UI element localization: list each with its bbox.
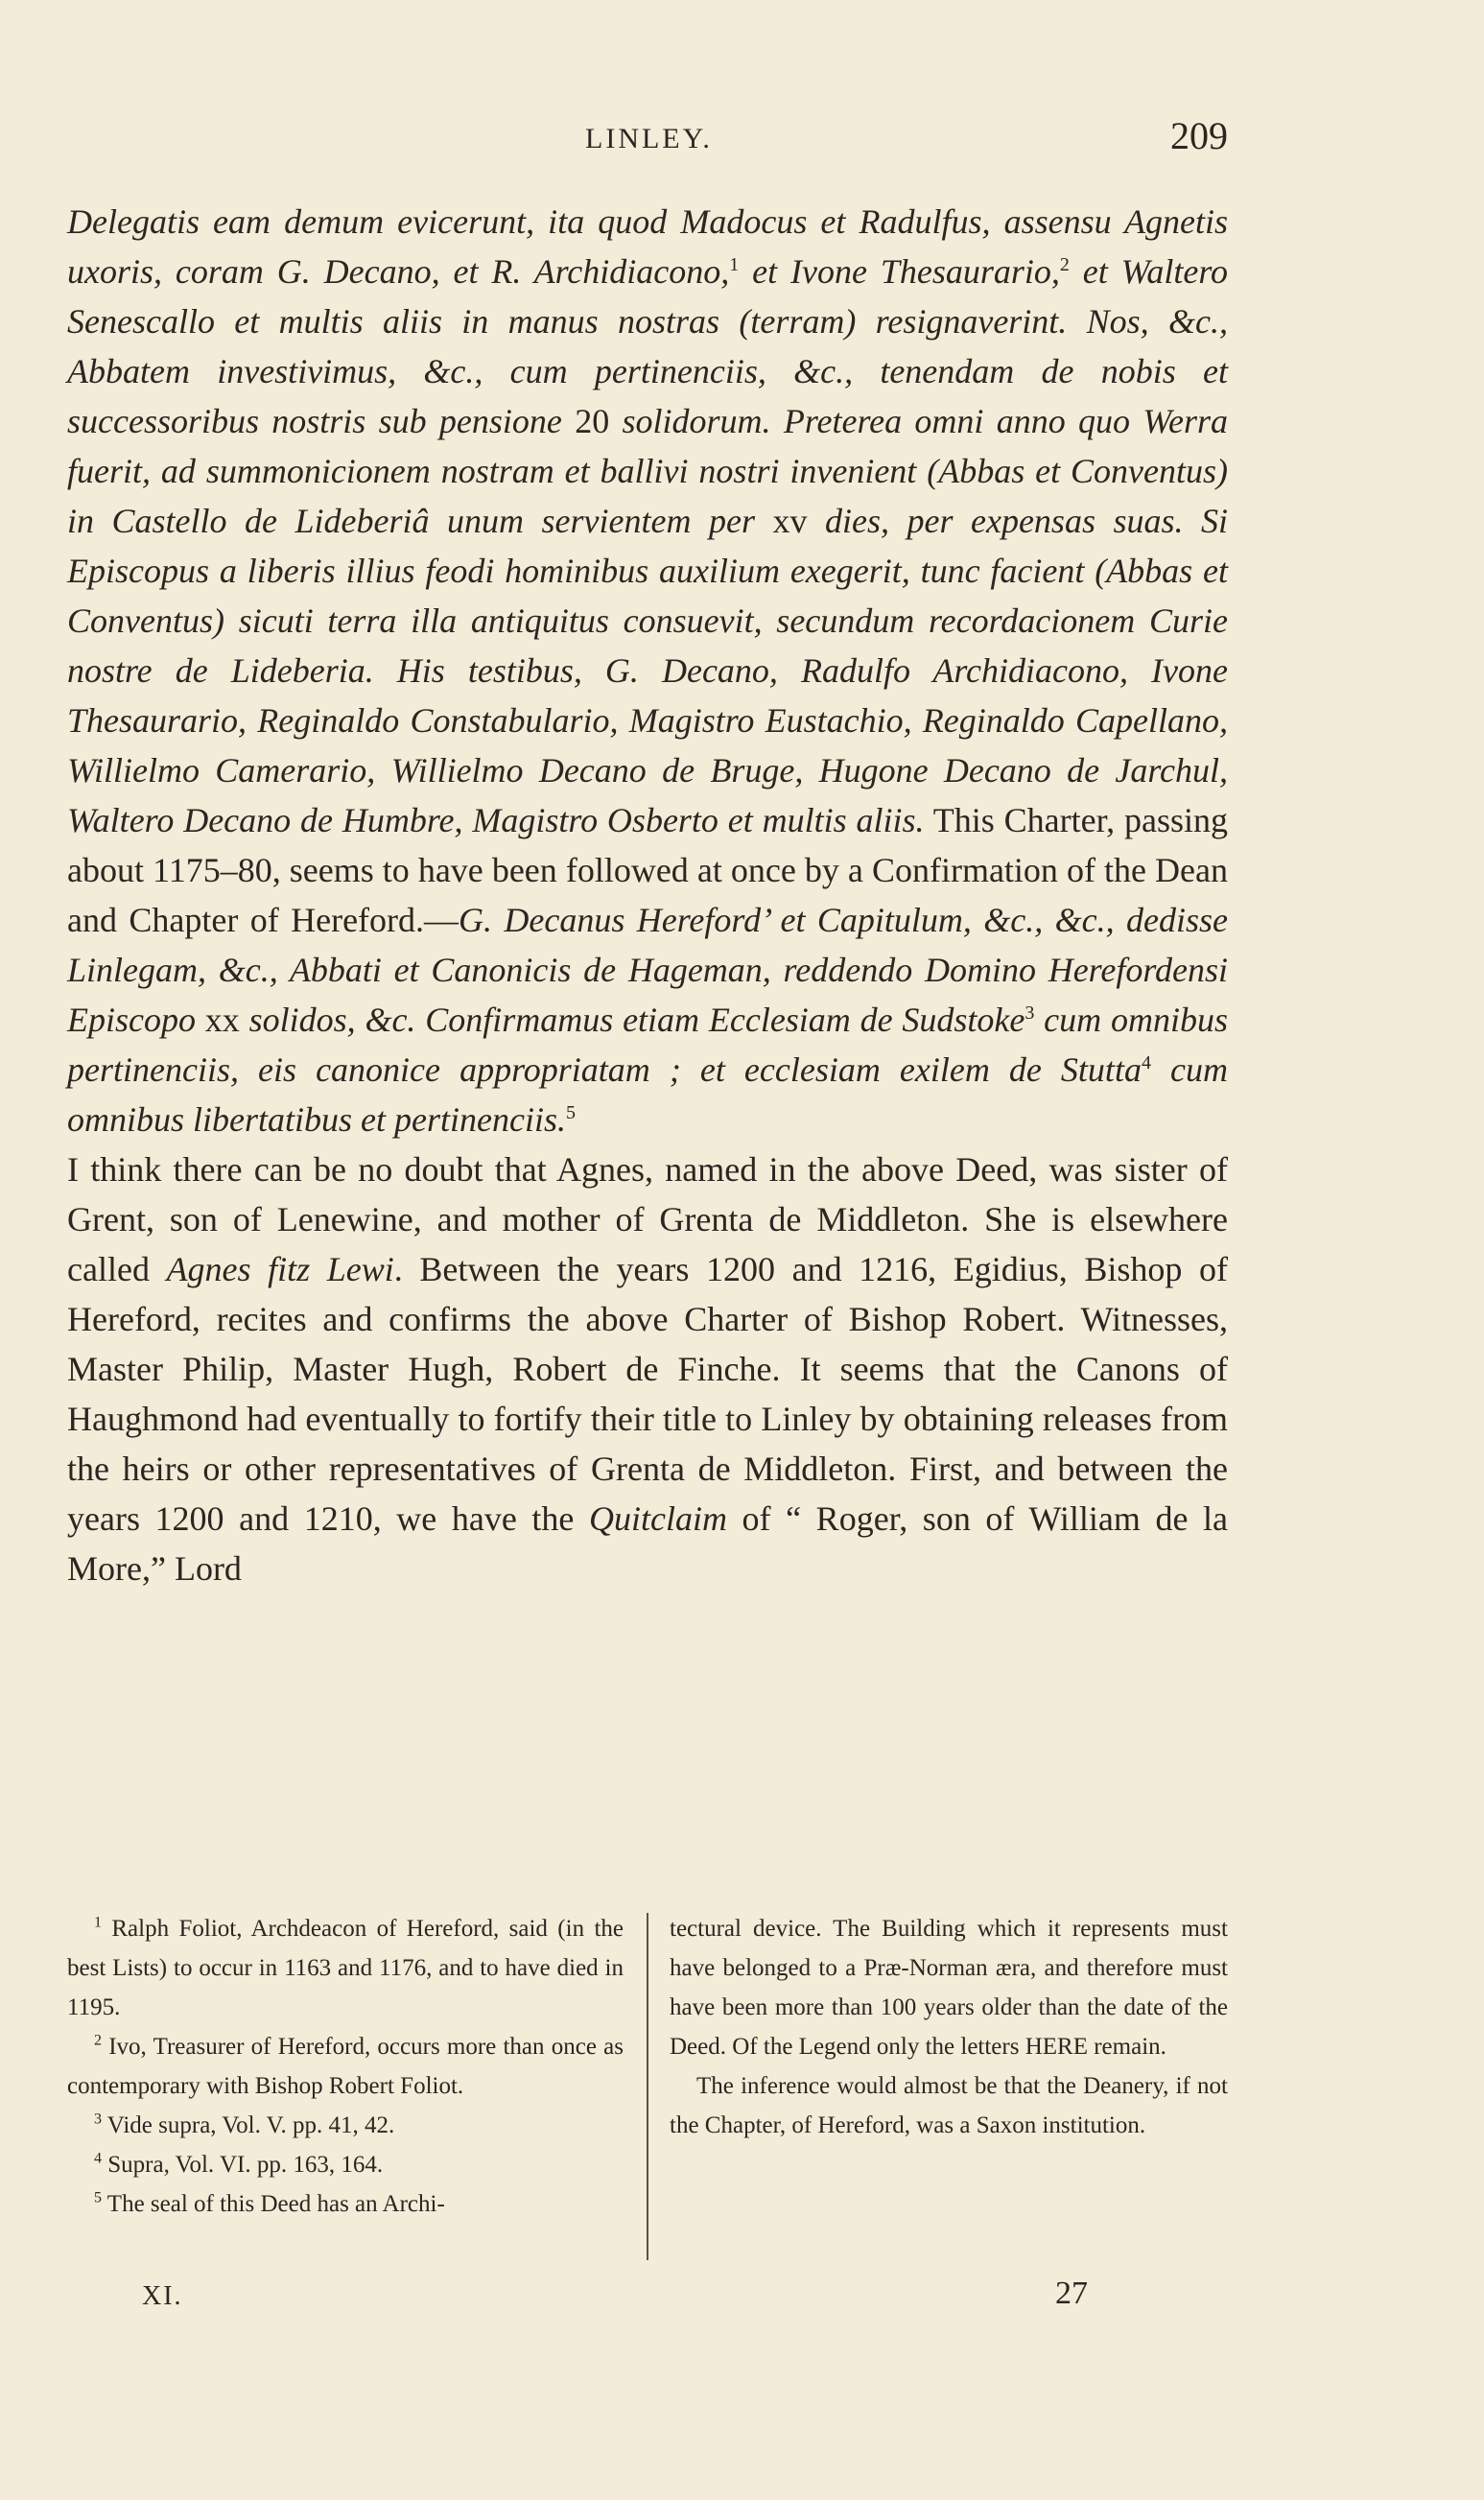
footnote-3 [67, 2106, 624, 2145]
footnote-text: Supra, Vol. VI. pp. 163, 164. [102, 2152, 384, 2178]
footnote-text: Ivo, Treasurer of Hereford, occurs more than once as contemporary with Bishop Robert Foliot. [67, 2034, 624, 2099]
latin-text: dies, per expensas suas. Si Episcopus a liberis illius feodi hominibus auxilium exegerit, tunc facient (Abbas et Conventus) sicuti terra illa antiquitus consuevit, secundum recordacionem Curie nostre de Lideberia. His testibus, G. Decano, Radulfo Archidiacono, Ivone Thesaurario, Reginaldo Constabulario, Magistro Eustachio, Reginaldo Capellano, Willielmo Camerario, Willielmo Decano de Bruge, Hugone Decano de Jarchul, Waltero Decano de Humbre, Magistro Osberto et multis aliis. [67, 502, 1228, 839]
roman-numeral: xv [772, 502, 808, 540]
footnote-2 [67, 2027, 624, 2106]
footnote-ref-4: 4 [1141, 1052, 1151, 1073]
latin-text: cum omnibus libertatibus et pertinenciis. [67, 1050, 1228, 1139]
footnote-marker: 3 [94, 2111, 102, 2128]
paragraph-charter [67, 197, 1228, 1144]
english-text: I think there can be no doubt that Agnes, named in the above Deed, was sister of Grent, son of Lenewine, and mother of Grenta de Middleton. She is elsewhere called [67, 1150, 1228, 1288]
page-footer [67, 2276, 1228, 2320]
footnote-ref-3: 3 [1025, 1002, 1035, 1024]
number-text: 20 [575, 402, 610, 440]
footnote-marker: 5 [94, 2189, 102, 2206]
paragraph-agnes [67, 1144, 1228, 1593]
english-text: of “ Roger, son of William de la More,” Lord [67, 1499, 1228, 1588]
footnotes [67, 1909, 1228, 2264]
footnote-ref-1: 1 [729, 254, 740, 275]
english-text: . Between the years 1200 and 1216, Egidius, Bishop of Hereford, recites and confirms the above Charter of Bishop Robert. Witnesses, Master Philip, Master Hugh, Robert de Finche. It seems that the Canons of Haughmond had eventually to fortify their title to Linley by obtaining releases from the heirs or other representatives of Grenta de Middleton. First, and between the years 1200 and 1210, we have the [67, 1250, 1228, 1538]
footnote-marker: 1 [94, 1914, 102, 1931]
latin-text: G. Decanus Hereford’ et Capitulum, &c., &c., dedisse Linlegam, &c., Abbati et Canonicis de Hageman, reddendo Domino Herefordensi Episcopo [67, 901, 1228, 1039]
column-divider [647, 1913, 648, 2260]
footnote-1 [67, 1909, 624, 2027]
footnote-5-paragraph-2: The inference would almost be that the Deanery, if not the Chapter, of Hereford, was a Saxon institution. [670, 2073, 1228, 2138]
footnote-5-continued: tectural device. The Building which it represents must have belonged to a Præ-Norman æra, and therefore must have been more than 100 years older than the date of the Deed. Of the Legend only the letters HERE remain. [670, 1916, 1228, 2060]
signature-mark: XI. [142, 2281, 183, 2311]
latin-text: et Ivone Thesaurario, [739, 252, 1060, 291]
footnote-text: Ralph Foliot, Archdeacon of Hereford, said (in the best Lists) to occur in 1163 and 1176, and to have died in 1195. [67, 1916, 624, 2020]
latin-text: solidorum. Preterea omni anno quo Werra fuerit, ad summonicionem nostram et ballivi nostri invenient (Abbas et Conventus) in Castello de Lideberiâ unum servientem per [67, 402, 1229, 540]
sheet-number: 27 [1055, 2276, 1088, 2311]
footnote-marker: 2 [94, 2032, 102, 2049]
page-header [67, 113, 1228, 161]
footnote-4 [67, 2145, 624, 2184]
footnote-marker: 4 [94, 2150, 102, 2167]
footnote-ref-5: 5 [565, 1102, 576, 1123]
page-number: 209 [1170, 114, 1228, 157]
latin-text: Delegatis eam demum evicerunt, ita quod Madocus et Radulfus, assensu Agnetis uxoris, coram G. Decano, et R. Archidiacono, [67, 202, 1228, 291]
roman-numeral: xx [204, 1001, 240, 1039]
footnotes-left-column [67, 1909, 624, 2224]
italic-term: Quitclaim [588, 1499, 727, 1538]
footnotes-right-column [670, 1909, 1228, 2145]
footnote-5 [67, 2184, 624, 2224]
main-text [67, 197, 1228, 1593]
footnote-text: The seal of this Deed has an Archi- [102, 2191, 445, 2217]
english-text: This Charter, passing about 1175–80, seems to have been followed at once by a Confirmation of the Dean and Chapter of Hereford.— [67, 801, 1229, 939]
footnote-text: Vide supra, Vol. V. pp. 41, 42. [102, 2112, 395, 2138]
italic-name: Agnes fitz Lewi [166, 1250, 394, 1288]
book-page [67, 0, 1228, 2500]
running-head: LINLEY. [585, 123, 713, 154]
latin-text: solidos, &c. Confirmamus etiam Ecclesiam de Sudstoke [239, 1001, 1025, 1039]
latin-text: et Waltero Senescallo et multis aliis in manus nostras (terram) resignaverint. Nos, &c., Abbatem investivimus, &c., cum pertinenciis, &c., tenendam de nobis et successoribus nostris sub pensione [67, 252, 1228, 440]
footnote-ref-2: 2 [1059, 254, 1070, 275]
latin-text: cum omnibus pertinenciis, eis canonice appropriatam ; et ecclesiam exilem de Stutta [67, 1001, 1228, 1089]
